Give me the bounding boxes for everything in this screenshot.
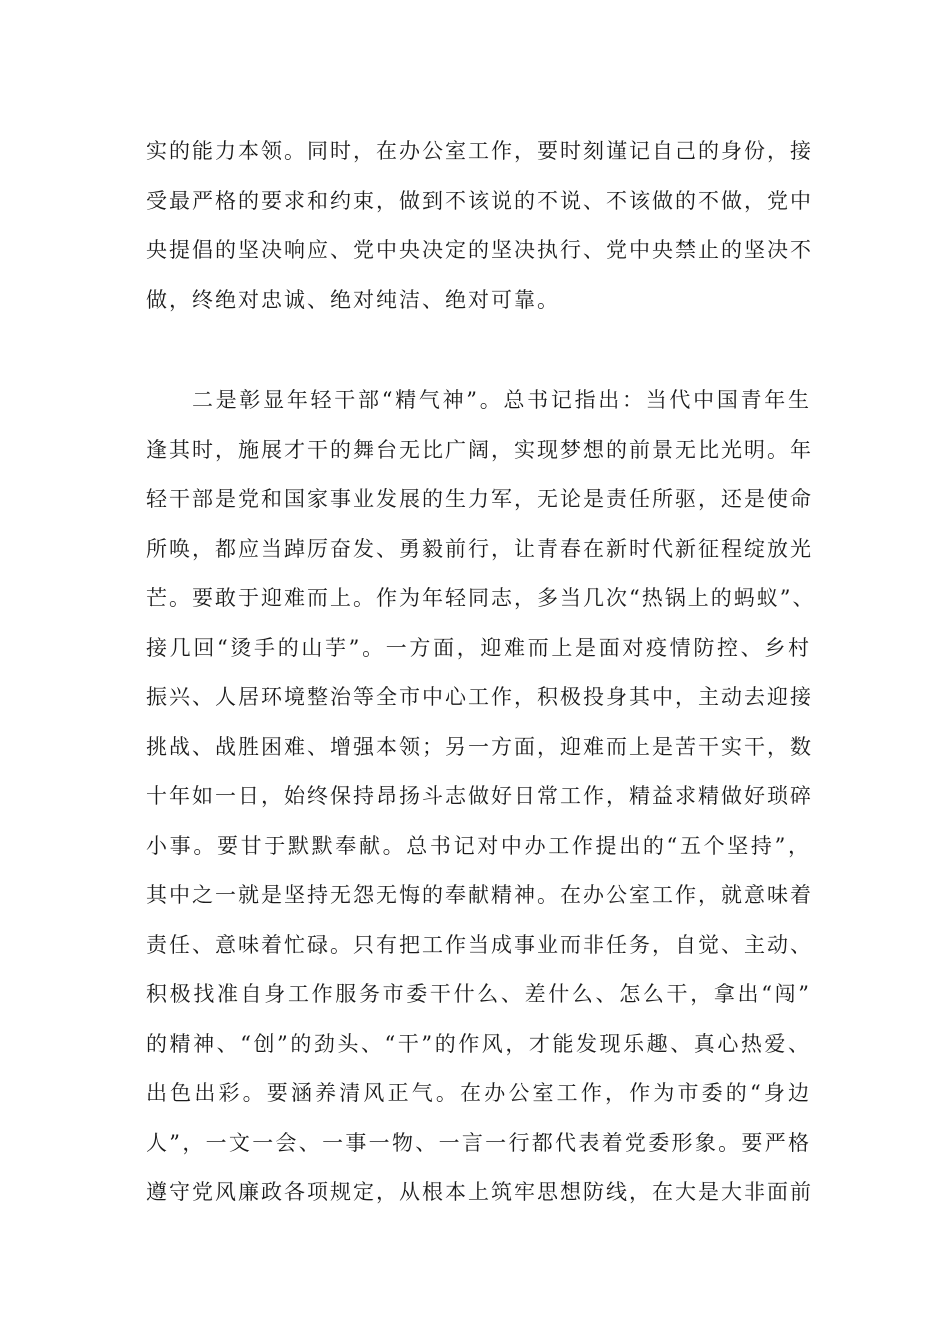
paragraph-youth-cadres	[146, 376, 816, 1218]
text-line: 央提倡的坚决响应、党中央决定的坚决执行、党中央禁止的坚决不	[146, 238, 813, 262]
text-line: 其中之一就是坚持无怨无悔的奉献精神。在办公室工作，就意味着	[146, 883, 813, 907]
text-line: 二是彰显年轻干部“精气神”。总书记指出：当代中国青年生	[192, 388, 811, 412]
text-line: 所唤，都应当踔厉奋发、勇毅前行，让青春在新时代新征程绽放光	[146, 536, 813, 561]
text-line: 的精神、“创”的劲头、“干”的作风，才能发现乐趣、真心热爱、	[146, 1031, 811, 1056]
text-line: 十年如一日，始终保持昂扬斗志做好日常工作，精益求精做好琐碎	[146, 784, 813, 808]
text-line: 遵守党风廉政各项规定，从根本上筑牢思想防线，在大是大非面前	[146, 1180, 813, 1204]
text-line: 积极找准自身工作服务市委干什么、差什么、怎么干，拿出“闯”	[146, 982, 811, 1006]
text-line: 做，终绝对忠诚、绝对纯洁、绝对可靠。	[146, 287, 560, 312]
text-line: 责任、意味着忙碌。只有把工作当成事业而非任务，自觉、主动、	[146, 932, 813, 957]
paragraph-continuation	[146, 127, 811, 325]
text-line: 接几回“烫手的山芋”。一方面，迎难而上是面对疫情防控、乡村	[146, 635, 811, 660]
text-line: 小事。要甘于默默奉献。总书记对中办工作提出的“五个坚持”，	[146, 833, 811, 858]
text-line: 实的能力本领。同时，在办公室工作，要时刻谨记自己的身份，接	[146, 139, 813, 163]
text-line: 轻干部是党和国家事业发展的生力军，无论是责任所驱，还是使命	[146, 487, 813, 511]
text-line: 挑战、战胜困难、增强本领；另一方面，迎难而上是苦干实干，数	[146, 734, 813, 759]
text-line: 受最严格的要求和约束，做到不该说的不说、不该做的不做，党中	[146, 188, 813, 213]
text-line: 芒。要敢于迎难而上。作为年轻同志，多当几次“热锅上的蚂蚁”、	[146, 586, 816, 610]
text-line: 出色出彩。要涵养清风正气。在办公室工作，作为市委的“身边	[146, 1081, 811, 1105]
text-line: 逢其时，施展才干的舞台无比广阔，实现梦想的前景无比光明。年	[146, 437, 813, 462]
text-line: 振兴、人居环境整治等全市中心工作，积极投身其中，主动去迎接	[146, 685, 813, 709]
text-line: 人”，一文一会、一事一物、一言一行都代表着党委形象。要严格	[146, 1130, 811, 1155]
